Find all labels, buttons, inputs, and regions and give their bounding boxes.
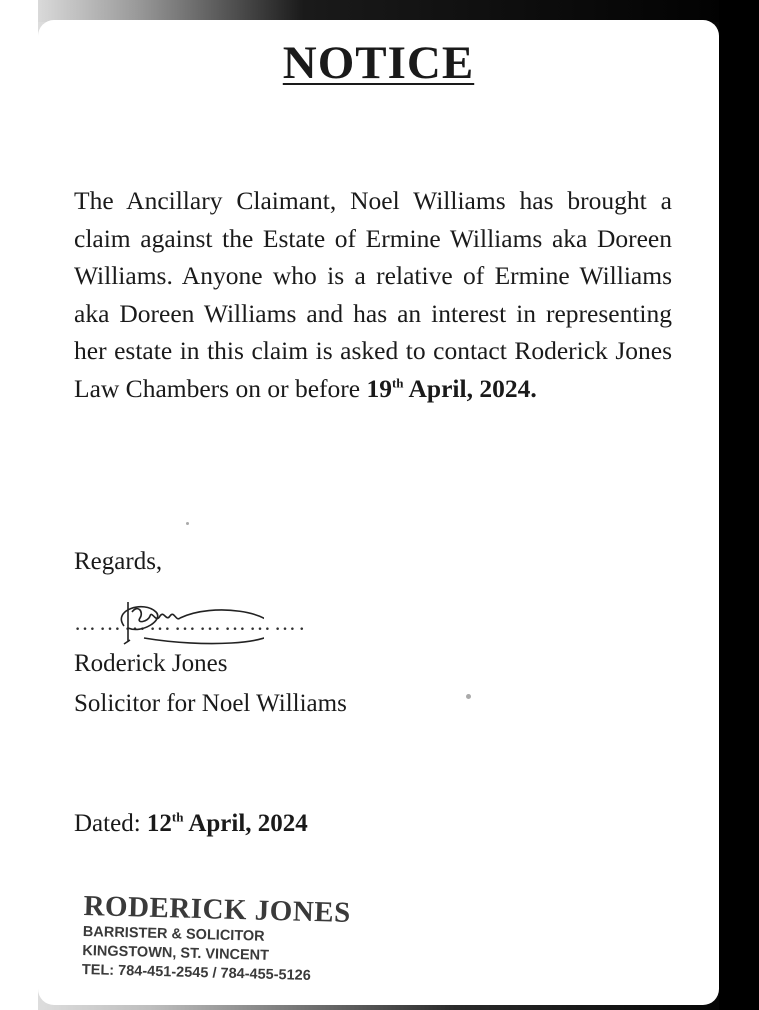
right-border — [719, 0, 759, 1010]
notice-document — [38, 20, 719, 1005]
top-border — [0, 0, 759, 22]
left-margin — [0, 0, 38, 1010]
notice-title: NOTICE — [282, 37, 475, 89]
stamp-profession: BARRISTER & SOLICITOR — [82, 923, 265, 945]
stamp-name: RODERICK JONES — [83, 890, 352, 929]
paper-speck — [186, 522, 189, 525]
regards-text: Regards, — [74, 548, 163, 575]
deadline-date: 19th April, 2024. — [366, 373, 537, 403]
stamp-phone: TEL: 784-451-2545 / 784-455-5126 — [81, 961, 311, 984]
stamp-location: KINGSTOWN, ST. VINCENT — [82, 942, 270, 964]
notice-body-text: The Ancillary Claimant, Noel Williams has brought a claim against the Estate of Ermine Williams aka Doreen Williams. Anyone who is a relative of Ermine Williams aka Doreen Williams and has an interest in representing her estate in this claim is asked to contact Roderick Jones Law Chambers on or before — [74, 186, 672, 403]
signatory-name: Roderick Jones — [74, 650, 228, 677]
signature-dotted-line: ………………………. — [74, 610, 308, 635]
notice-body — [74, 182, 672, 407]
law-chambers-stamp — [82, 890, 352, 987]
signatory-title: Solicitor for Noel Williams — [74, 690, 347, 717]
paper-speck — [466, 694, 471, 699]
dated-line: Dated: 12th April, 2024 — [74, 809, 308, 837]
